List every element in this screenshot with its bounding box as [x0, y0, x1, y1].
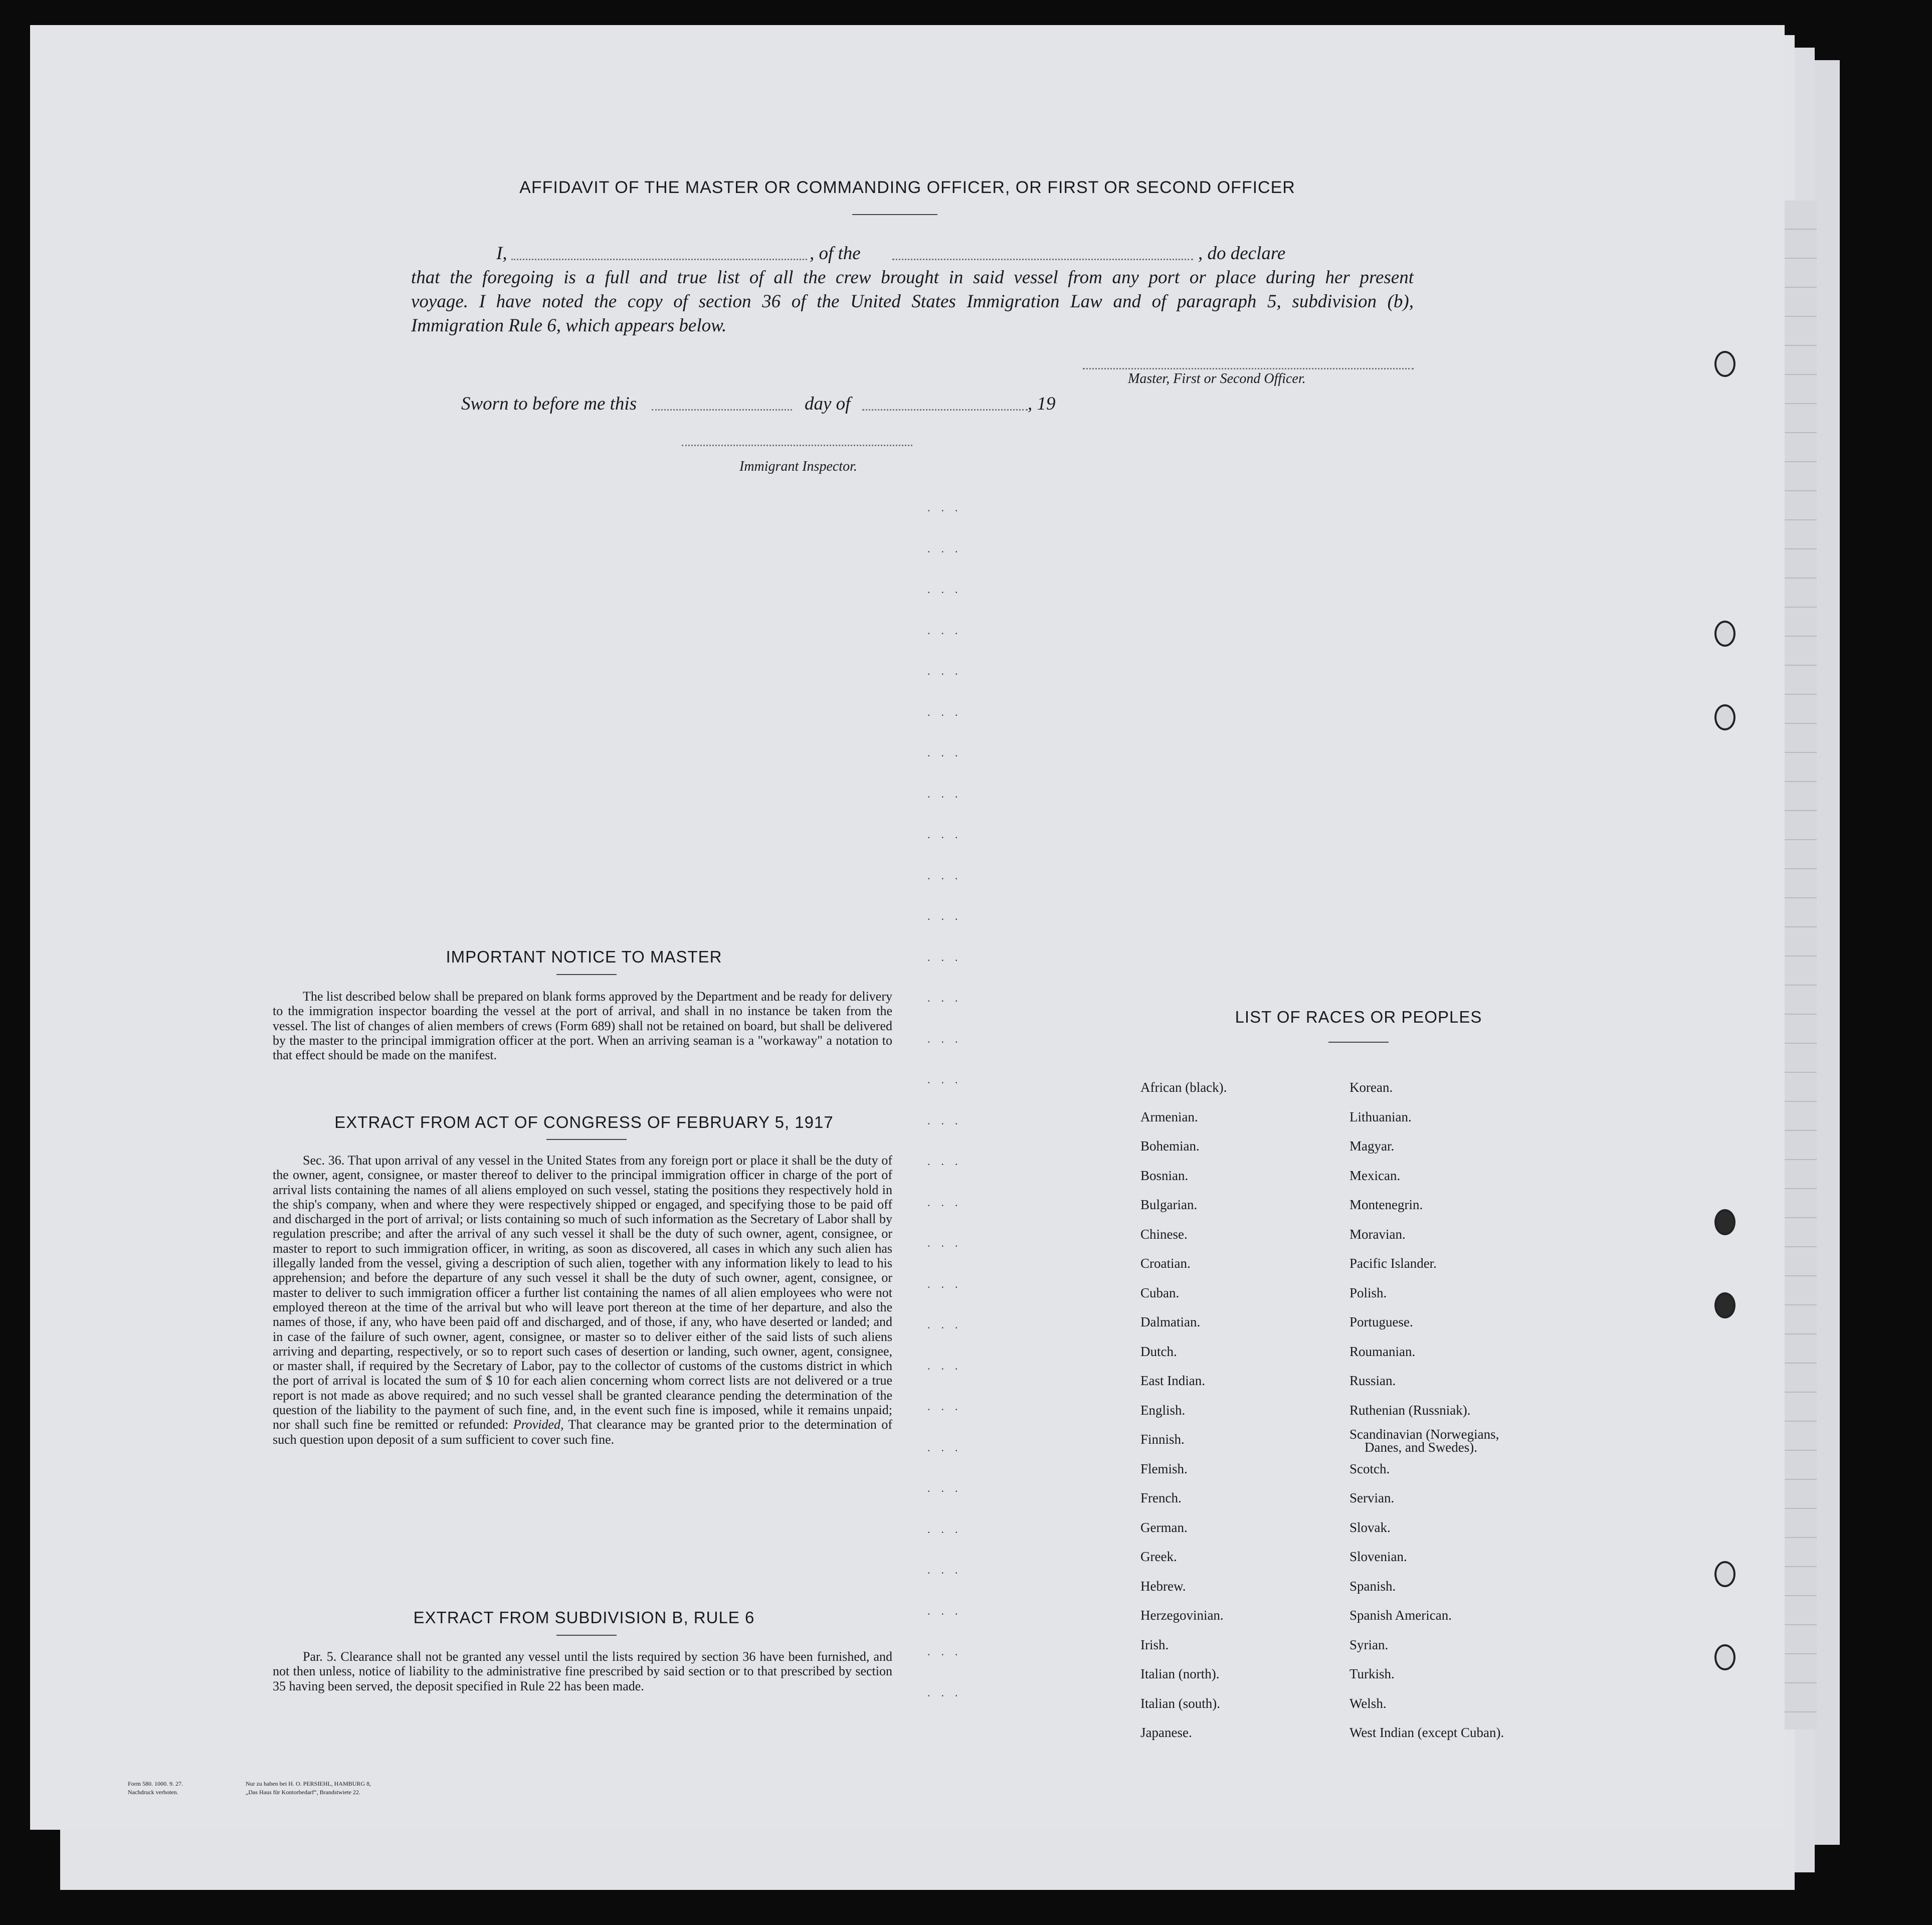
affidavit-line-4: Immigration Rule 6, which appears below. — [411, 315, 727, 336]
race-item: Welsh. — [1349, 1695, 1387, 1711]
punch-hole — [1714, 1292, 1735, 1318]
race-item: Scotch. — [1349, 1461, 1390, 1476]
race-item: Greek. — [1140, 1549, 1177, 1564]
race-item: Mexican. — [1349, 1168, 1401, 1183]
affidavit-line-1 — [411, 242, 1414, 266]
race-item: East Indian. — [1140, 1373, 1205, 1388]
printer-imprint — [246, 1780, 371, 1797]
race-item: Slovenian. — [1349, 1549, 1407, 1564]
race-item: West Indian (except Cuban). — [1349, 1725, 1504, 1740]
punch-hole — [1714, 351, 1735, 377]
race-item: Japanese. — [1140, 1725, 1192, 1740]
act-extract-body — [273, 1153, 892, 1447]
act-extract-title: EXTRACT FROM ACT OF CONGRESS OF FEBRUARY 5, 1917 — [334, 1113, 834, 1131]
race-item: Scandinavian (Norwegians, — [1349, 1427, 1499, 1442]
printer-line-1: Nur zu haben bei H. O. PERSIEHL, HAMBURG 8, — [246, 1780, 371, 1787]
affidavit-title: AFFIDAVIT OF THE MASTER OR COMMANDING OFFICER, OR FIRST OR SECOND OFFICER — [519, 178, 1295, 197]
day-blank[interactable] — [652, 409, 792, 411]
affidavit-line-3: voyage. I have noted the copy of section 36 of the United States Immigration Law and of paragraph 5, subdivision (b), — [411, 291, 1414, 312]
vessel-blank[interactable] — [892, 259, 1193, 260]
race-item: Lithuanian. — [1349, 1109, 1412, 1124]
race-item: Russian. — [1349, 1373, 1396, 1388]
act-extract-text-end: That clearance may be granted prior to the determination of such question upon deposit of a sum sufficient to cover such fine. — [273, 1417, 892, 1447]
race-item: Pacific Islander. — [1349, 1256, 1437, 1271]
race-item: Magyar. — [1349, 1138, 1395, 1153]
affidavit-declare: , do declare — [1198, 243, 1286, 264]
race-item-scandinavian — [1349, 1425, 1600, 1454]
races-title: LIST OF RACES OR PEOPLES — [1235, 1008, 1482, 1026]
form-line-2: Nachdruck verboten. — [128, 1789, 178, 1796]
race-item: Bulgarian. — [1140, 1197, 1198, 1212]
race-item: Spanish. — [1349, 1578, 1396, 1594]
sworn-text-b: day of — [805, 394, 851, 414]
punch-hole — [1714, 1209, 1735, 1235]
form-number — [128, 1780, 183, 1797]
month-blank[interactable] — [862, 409, 1028, 411]
document-page — [30, 25, 1785, 1830]
name-blank[interactable] — [511, 259, 807, 260]
race-item: Servian. — [1349, 1490, 1395, 1505]
printer-line-2: „Das Haus für Kontorbedarf“, Brandstwiete 22. — [246, 1789, 360, 1796]
race-item: Irish. — [1140, 1637, 1169, 1652]
race-item: African (black). — [1140, 1080, 1227, 1095]
divider — [852, 214, 937, 215]
notice-body: The list described below shall be prepared on blank forms approved by the Department and be ready for delivery to the immigration inspector boarding the vessel at the port of arrival, and shall in no instance be taken from the vessel. The list of changes of alien members of crews (Form 689) shall not be retained on board, but shall be delivered by the master to the principal immigration officer at the port. When an arriving seaman is a "workaway" a notation to that effect should be made on the manifest. — [273, 989, 892, 1063]
divider — [556, 1635, 617, 1636]
race-item: Croatian. — [1140, 1256, 1191, 1271]
affidavit-of-the: , of the — [810, 243, 861, 264]
sworn-text-a: Sworn to before me this — [461, 394, 637, 414]
race-item: Turkish. — [1349, 1666, 1395, 1681]
act-extract-text: Sec. 36. That upon arrival of any vessel in the United States from any foreign port or place it shall be the duty of the owner, agent, consignee, or master thereof to deliver to the principal immigration officer in charge of the port of arrival lists containing the names of all aliens employed on such vessel, stating the positions they respectively hold in the ship's company, when and where they were respectively shipped or engaged, and specifying those to be paid off and discharged in the port of arrival; or lists containing so much of such information as the Secretary of Labor shall by regulation prescribe; and after the arrival of any such vessel it shall be the duty of such owner, agent, consignee, or master to report to such immigration officer, in writing, as soon as discovered, all cases in which any such alien has illegally landed from the vessel, giving a description of such alien, together with any information likely to lead to his apprehension; and before the departure of any such vessel it shall be the duty of such owner, agent, consignee, or master to deliver to such immigration officer a further list containing the names of all alien employees who were not employed thereon at the time of the arrival but who will leave port thereon at the time of her departure, and also the names of those, if any, who have been paid off and discharged, and of those, if any, who have deserted or landed; and in case of the failure of such owner, agent, consignee, or master so to deliver either of the said lists of such aliens arriving and departing, respectively, or so to report such cases of desertion or landing, such owner, agent, consignee, or master shall, if required by the Secretary of Labor, pay to the collector of customs of the customs district in which the port of arrival is located the sum of $ 10 for each alien concerning whom correct lists are not delivered or a true report is not made as above required; and no such vessel shall be granted clearance pending the determination of the question of the liability to the payment of such fine, and, in the event such fine is imposed, while it remains unpaid; nor shall such fine be remitted or refunded: — [273, 1153, 892, 1432]
punch-hole — [1714, 621, 1735, 647]
race-item: Montenegrin. — [1349, 1197, 1423, 1212]
punch-hole — [1714, 704, 1735, 730]
form-line-1: Form 580. 1000. 9. 27. — [128, 1780, 183, 1787]
race-item: Ruthenian (Russniak). — [1349, 1402, 1471, 1418]
race-item: German. — [1140, 1519, 1188, 1535]
race-item: Finnish. — [1140, 1432, 1185, 1447]
race-item: Spanish American. — [1349, 1608, 1452, 1623]
race-item: Slovak. — [1349, 1519, 1391, 1535]
race-item: Bosnian. — [1140, 1168, 1189, 1183]
race-item: Syrian. — [1349, 1637, 1389, 1652]
divider — [1328, 1042, 1389, 1043]
race-item: Moravian. — [1349, 1226, 1406, 1242]
race-item: Italian (south). — [1140, 1695, 1220, 1711]
signature-blank[interactable] — [1083, 368, 1414, 369]
race-item: Polish. — [1349, 1285, 1387, 1300]
race-item: Herzegovinian. — [1140, 1608, 1224, 1623]
punch-hole — [1714, 1644, 1735, 1670]
race-item: Bohemian. — [1140, 1138, 1200, 1153]
punch-hole — [1714, 1561, 1735, 1587]
race-item: Flemish. — [1140, 1461, 1188, 1476]
divider — [546, 1139, 627, 1140]
race-item: English. — [1140, 1402, 1186, 1418]
race-item-continuation: Danes, and Swedes). — [1365, 1440, 1477, 1455]
rule-extract-body: Par. 5. Clearance shall not be granted any vessel until the lists required by section 36 have been furnished, and not then unless, notice of liability to the administrative fine prescribed by said section or to that prescribed by section 35 having been served, the deposit specified in Rule 22 has been made. — [273, 1649, 892, 1693]
sworn-text-c: , 19 — [1028, 394, 1056, 414]
races-column-1 — [1140, 1073, 1341, 1748]
inspector-label: Immigrant Inspector. — [739, 459, 857, 474]
races-column-2 — [1349, 1073, 1600, 1748]
inspector-blank[interactable] — [682, 445, 912, 446]
dot-leader-column: ... ... ... ... ... ... ... ... ... ... ... ... ... ... ... ... ... ... ... ... ... ... ... ... ... ... ... ... ... ... — [927, 501, 969, 1699]
provided-word: Provided, — [513, 1417, 564, 1432]
race-item: Korean. — [1349, 1080, 1393, 1095]
affidavit-line-2: that the foregoing is a full and true list of all the crew brought in said vessel from any port or place during her present — [411, 267, 1414, 288]
race-item: Dalmatian. — [1140, 1314, 1201, 1329]
sworn-line — [461, 392, 1113, 416]
race-item: Italian (north). — [1140, 1666, 1220, 1681]
race-item: Roumanian. — [1349, 1343, 1416, 1359]
race-item: French. — [1140, 1490, 1182, 1505]
race-item: Dutch. — [1140, 1343, 1177, 1359]
divider — [556, 974, 617, 975]
signature-label: Master, First or Second Officer. — [1128, 371, 1306, 387]
race-item: Chinese. — [1140, 1226, 1188, 1242]
race-item: Cuban. — [1140, 1285, 1180, 1300]
race-item: Hebrew. — [1140, 1578, 1186, 1594]
rule-extract-title: EXTRACT FROM SUBDIVISION B, RULE 6 — [413, 1608, 755, 1627]
notice-title: IMPORTANT NOTICE TO MASTER — [446, 947, 722, 966]
race-item: Portuguese. — [1349, 1314, 1413, 1329]
race-item: Armenian. — [1140, 1109, 1198, 1124]
affidavit-i: I, — [496, 243, 507, 264]
